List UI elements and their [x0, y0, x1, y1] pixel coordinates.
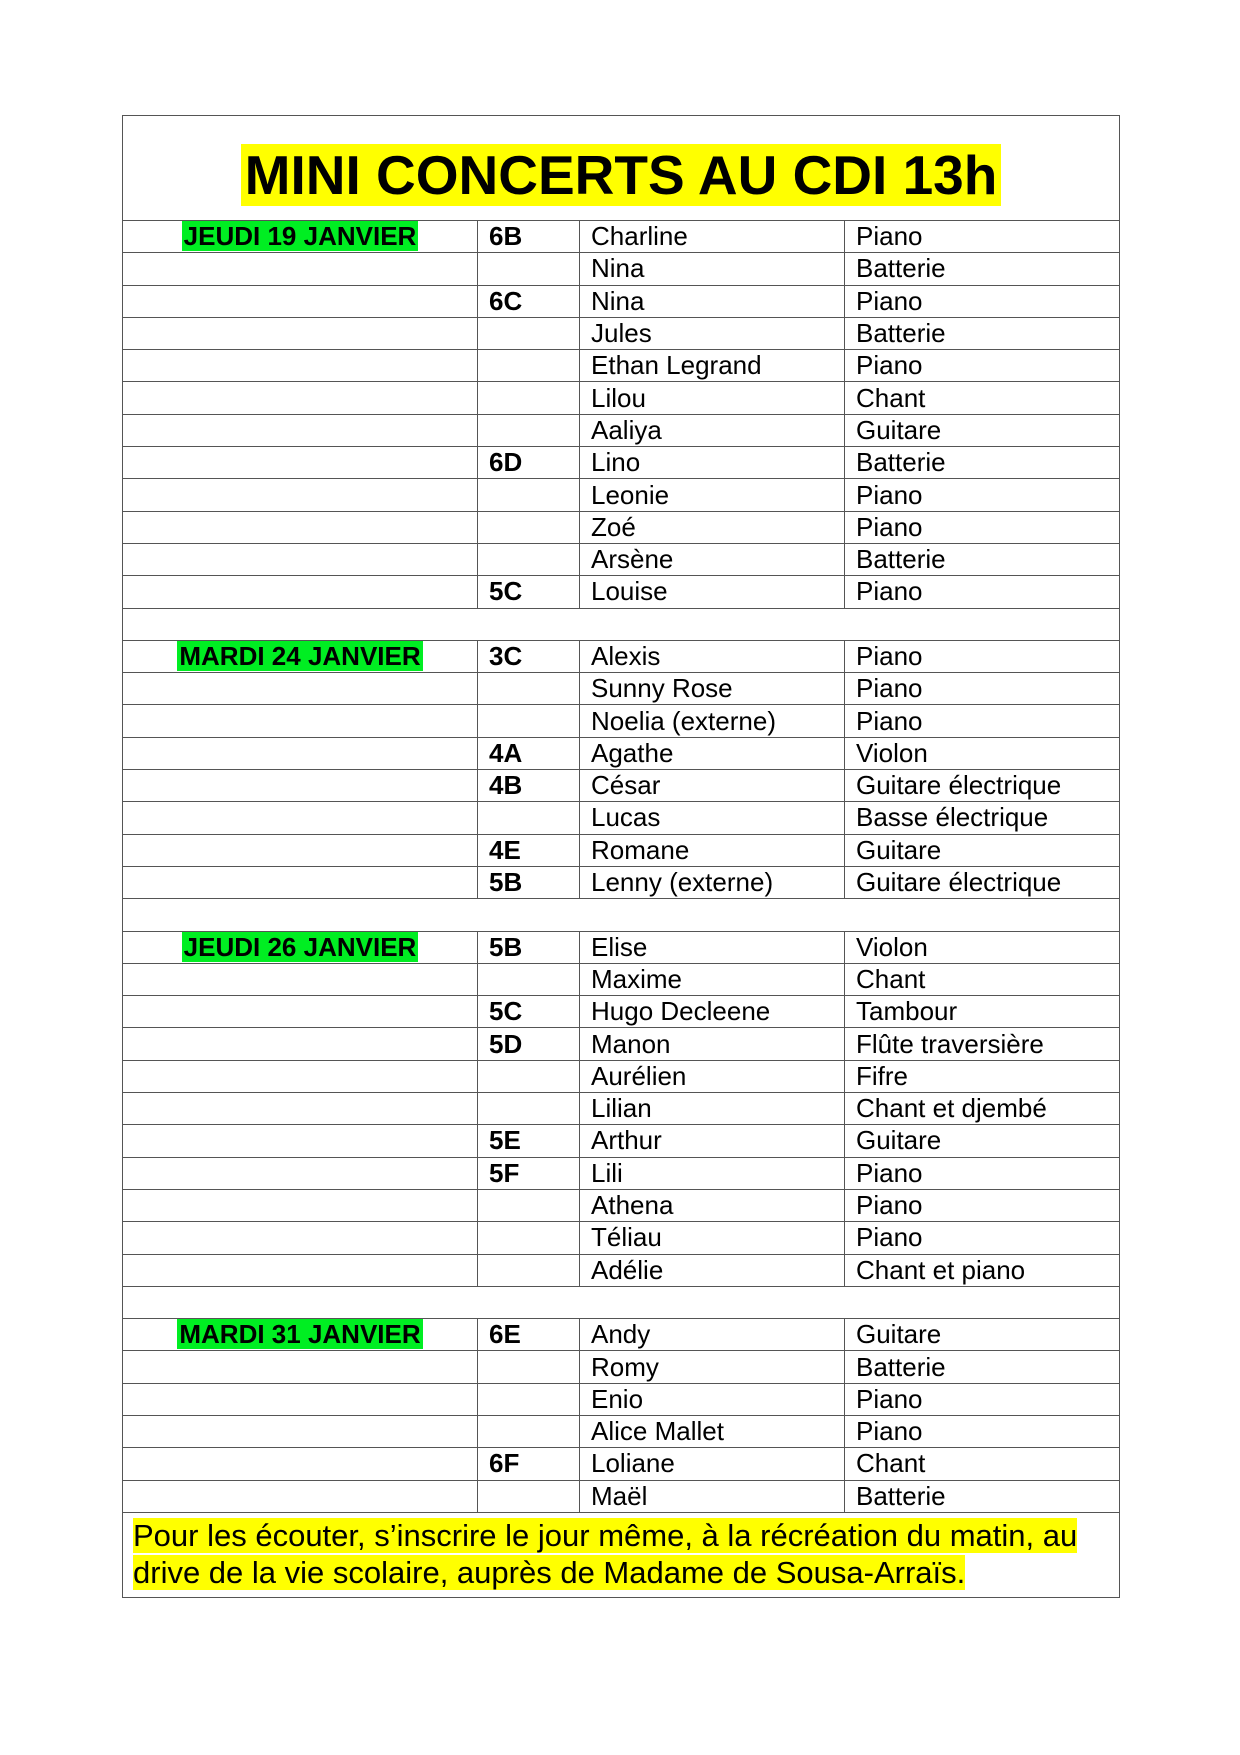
class-cell: [478, 1093, 580, 1125]
date-cell: [123, 221, 478, 253]
class-cell: [478, 543, 580, 575]
date-cell: [123, 834, 478, 866]
class-cell: [478, 1415, 580, 1447]
table-row: [123, 963, 1119, 995]
class-cell: [478, 1480, 580, 1512]
class-cell: 5C: [478, 576, 580, 608]
day-date-label: JEUDI 19 JANVIER: [183, 221, 417, 252]
instrument-cell: Guitare: [845, 1125, 1120, 1157]
table-row: [123, 511, 1119, 543]
title-row: [123, 116, 1119, 221]
class-cell: [478, 673, 580, 705]
spacer-cell: [123, 899, 1119, 931]
date-cell: [123, 479, 478, 511]
table-row: [123, 1351, 1119, 1383]
date-cell: [123, 996, 478, 1028]
table-row: [123, 705, 1119, 737]
table-row: [123, 996, 1119, 1028]
date-cell: [123, 931, 478, 963]
footer-text: Pour les écouter, s’inscrire le jour même, à la récréation du matin, au drive de la vie scolaire, auprès de Madame de Sousa-Arraïs.: [133, 1517, 1078, 1590]
instrument-cell: Flûte traversière: [845, 1028, 1120, 1060]
instrument-cell: Piano: [845, 705, 1120, 737]
footer-note: [123, 1513, 1119, 1597]
instrument-cell: Tambour: [845, 996, 1120, 1028]
class-cell: 6F: [478, 1448, 580, 1480]
class-cell: [478, 1351, 580, 1383]
date-cell: [123, 640, 478, 672]
class-cell: 4B: [478, 770, 580, 802]
date-cell: [123, 350, 478, 382]
instrument-cell: Batterie: [845, 447, 1120, 479]
spacer-row: [123, 899, 1119, 931]
instrument-cell: Batterie: [845, 1351, 1120, 1383]
table-row: [123, 640, 1119, 672]
instrument-cell: Guitare électrique: [845, 770, 1120, 802]
date-cell: [123, 1189, 478, 1221]
date-cell: [123, 1125, 478, 1157]
student-name-cell: Ethan Legrand: [580, 350, 845, 382]
spacer-row: [123, 1286, 1119, 1318]
student-name-cell: Arthur: [580, 1125, 845, 1157]
class-cell: 5C: [478, 996, 580, 1028]
date-cell: [123, 543, 478, 575]
student-name-cell: Elise: [580, 931, 845, 963]
student-name-cell: Aaliya: [580, 414, 845, 446]
day-date-label: MARDI 31 JANVIER: [179, 1319, 421, 1350]
table-row: [123, 382, 1119, 414]
student-name-cell: Manon: [580, 1028, 845, 1060]
class-cell: [478, 479, 580, 511]
table-row: [123, 414, 1119, 446]
table-row: [123, 1448, 1119, 1480]
student-name-cell: Hugo Decleene: [580, 996, 845, 1028]
table-row: [123, 221, 1119, 253]
table-row: [123, 285, 1119, 317]
instrument-cell: Chant: [845, 963, 1120, 995]
student-name-cell: Enio: [580, 1383, 845, 1415]
student-name-cell: Lili: [580, 1157, 845, 1189]
table-row: [123, 1254, 1119, 1286]
instrument-cell: Violon: [845, 737, 1120, 769]
date-cell: [123, 1351, 478, 1383]
day-date-label: MARDI 24 JANVIER: [179, 641, 421, 671]
instrument-cell: Batterie: [845, 317, 1120, 349]
date-cell: [123, 673, 478, 705]
instrument-cell: Guitare électrique: [845, 866, 1120, 898]
date-cell: [123, 414, 478, 446]
class-cell: [478, 1189, 580, 1221]
instrument-cell: Fifre: [845, 1060, 1120, 1092]
student-name-cell: Téliau: [580, 1222, 845, 1254]
instrument-cell: Piano: [845, 1157, 1120, 1189]
instrument-cell: Batterie: [845, 253, 1120, 285]
concert-schedule-table: [123, 221, 1119, 1513]
student-name-cell: Agathe: [580, 737, 845, 769]
table-row: [123, 1415, 1119, 1447]
instrument-cell: Chant: [845, 1448, 1120, 1480]
date-cell: [123, 1028, 478, 1060]
class-cell: [478, 253, 580, 285]
table-row: [123, 447, 1119, 479]
student-name-cell: Lilou: [580, 382, 845, 414]
class-cell: [478, 350, 580, 382]
class-cell: [478, 1060, 580, 1092]
table-row: [123, 1093, 1119, 1125]
spacer-row: [123, 608, 1119, 640]
table-row: [123, 770, 1119, 802]
student-name-cell: Andy: [580, 1319, 845, 1351]
class-cell: [478, 382, 580, 414]
schedule-body: [123, 221, 1119, 1512]
class-cell: 6E: [478, 1319, 580, 1351]
table-row: [123, 866, 1119, 898]
table-row: [123, 1125, 1119, 1157]
date-cell: [123, 1448, 478, 1480]
date-cell: [123, 963, 478, 995]
table-row: [123, 802, 1119, 834]
class-cell: [478, 414, 580, 446]
class-cell: 6C: [478, 285, 580, 317]
date-cell: [123, 1157, 478, 1189]
date-cell: [123, 382, 478, 414]
instrument-cell: Piano: [845, 673, 1120, 705]
student-name-cell: Adélie: [580, 1254, 845, 1286]
student-name-cell: Louise: [580, 576, 845, 608]
student-name-cell: Sunny Rose: [580, 673, 845, 705]
instrument-cell: Piano: [845, 285, 1120, 317]
student-name-cell: Nina: [580, 253, 845, 285]
date-cell: [123, 253, 478, 285]
student-name-cell: Charline: [580, 221, 845, 253]
student-name-cell: Nina: [580, 285, 845, 317]
date-cell: [123, 511, 478, 543]
class-cell: 3C: [478, 640, 580, 672]
table-row: [123, 931, 1119, 963]
table-row: [123, 350, 1119, 382]
spacer-cell: [123, 608, 1119, 640]
date-cell: [123, 1093, 478, 1125]
date-cell: [123, 1383, 478, 1415]
table-row: [123, 479, 1119, 511]
student-name-cell: Loliane: [580, 1448, 845, 1480]
class-cell: 5B: [478, 931, 580, 963]
table-row: [123, 673, 1119, 705]
instrument-cell: Piano: [845, 1383, 1120, 1415]
date-cell: [123, 576, 478, 608]
student-name-cell: Alexis: [580, 640, 845, 672]
student-name-cell: Romy: [580, 1351, 845, 1383]
table-row: [123, 1319, 1119, 1351]
spacer-cell: [123, 1286, 1119, 1318]
table-row: [123, 317, 1119, 349]
instrument-cell: Piano: [845, 221, 1120, 253]
table-row: [123, 1189, 1119, 1221]
instrument-cell: Guitare: [845, 834, 1120, 866]
student-name-cell: Noelia (externe): [580, 705, 845, 737]
schedule-sheet: [122, 115, 1120, 1598]
class-cell: 5E: [478, 1125, 580, 1157]
table-row: [123, 543, 1119, 575]
instrument-cell: Batterie: [845, 1480, 1120, 1512]
date-cell: [123, 285, 478, 317]
student-name-cell: Lucas: [580, 802, 845, 834]
date-cell: [123, 802, 478, 834]
table-row: [123, 1383, 1119, 1415]
class-cell: 5B: [478, 866, 580, 898]
instrument-cell: Piano: [845, 576, 1120, 608]
student-name-cell: Zoé: [580, 511, 845, 543]
instrument-cell: Chant et djembé: [845, 1093, 1120, 1125]
instrument-cell: Piano: [845, 1415, 1120, 1447]
student-name-cell: Maël: [580, 1480, 845, 1512]
instrument-cell: Piano: [845, 479, 1120, 511]
date-cell: [123, 770, 478, 802]
instrument-cell: Piano: [845, 350, 1120, 382]
instrument-cell: Piano: [845, 640, 1120, 672]
date-cell: [123, 1060, 478, 1092]
table-row: [123, 1028, 1119, 1060]
student-name-cell: Lino: [580, 447, 845, 479]
class-cell: [478, 802, 580, 834]
date-cell: [123, 737, 478, 769]
date-cell: [123, 1222, 478, 1254]
class-cell: [478, 317, 580, 349]
date-cell: [123, 447, 478, 479]
class-cell: 4A: [478, 737, 580, 769]
table-row: [123, 737, 1119, 769]
instrument-cell: Violon: [845, 931, 1120, 963]
class-cell: [478, 1254, 580, 1286]
date-cell: [123, 317, 478, 349]
date-cell: [123, 1254, 478, 1286]
instrument-cell: Piano: [845, 1189, 1120, 1221]
table-row: [123, 1222, 1119, 1254]
date-cell: [123, 866, 478, 898]
instrument-cell: Chant: [845, 382, 1120, 414]
class-cell: 4E: [478, 834, 580, 866]
class-cell: 6B: [478, 221, 580, 253]
student-name-cell: Aurélien: [580, 1060, 845, 1092]
date-cell: [123, 1319, 478, 1351]
day-date-label: JEUDI 26 JANVIER: [183, 931, 417, 962]
date-cell: [123, 705, 478, 737]
student-name-cell: Romane: [580, 834, 845, 866]
date-cell: [123, 1415, 478, 1447]
table-row: [123, 834, 1119, 866]
instrument-cell: Piano: [845, 1222, 1120, 1254]
student-name-cell: Athena: [580, 1189, 845, 1221]
instrument-cell: Batterie: [845, 543, 1120, 575]
table-row: [123, 1060, 1119, 1092]
class-cell: [478, 705, 580, 737]
instrument-cell: Guitare: [845, 1319, 1120, 1351]
instrument-cell: Basse électrique: [845, 802, 1120, 834]
class-cell: 5F: [478, 1157, 580, 1189]
student-name-cell: Maxime: [580, 963, 845, 995]
student-name-cell: Lilian: [580, 1093, 845, 1125]
table-row: [123, 576, 1119, 608]
instrument-cell: Piano: [845, 511, 1120, 543]
instrument-cell: Guitare: [845, 414, 1120, 446]
class-cell: [478, 963, 580, 995]
student-name-cell: Lenny (externe): [580, 866, 845, 898]
student-name-cell: Leonie: [580, 479, 845, 511]
class-cell: [478, 1222, 580, 1254]
class-cell: [478, 1383, 580, 1415]
table-row: [123, 1157, 1119, 1189]
student-name-cell: Arsène: [580, 543, 845, 575]
class-cell: [478, 511, 580, 543]
instrument-cell: Chant et piano: [845, 1254, 1120, 1286]
class-cell: 6D: [478, 447, 580, 479]
class-cell: 5D: [478, 1028, 580, 1060]
page-title: MINI CONCERTS AU CDI 13h: [241, 144, 1002, 206]
date-cell: [123, 1480, 478, 1512]
table-row: [123, 253, 1119, 285]
table-row: [123, 1480, 1119, 1512]
student-name-cell: Jules: [580, 317, 845, 349]
student-name-cell: Alice Mallet: [580, 1415, 845, 1447]
page-title-container: [123, 142, 1119, 208]
student-name-cell: César: [580, 770, 845, 802]
